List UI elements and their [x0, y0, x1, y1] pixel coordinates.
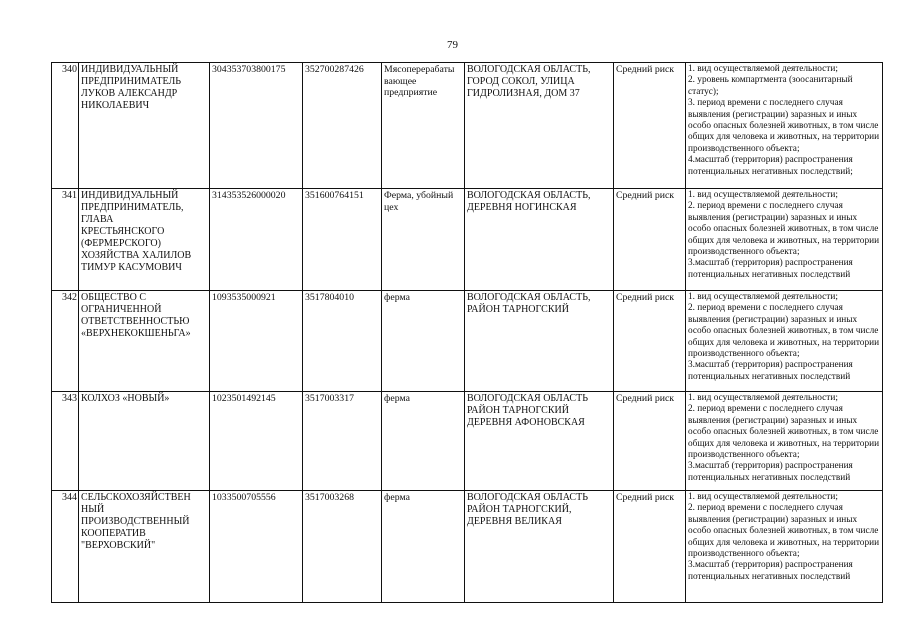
organization-name [79, 63, 210, 189]
inn-cell: 3517003268 [303, 491, 382, 603]
organization-name-line: КРЕСТЬЯНСКОГО [81, 226, 165, 237]
criteria-item: 3. период времени с последнего случая выявления (регистрации) заразных и иных особо опасных болезней животных, в том числе общих для человека и животных, на территории производственного объекта; [688, 98, 880, 154]
risk-criteria-cell [686, 189, 883, 291]
table-row [52, 291, 883, 392]
risk-category-cell: Средний риск [614, 291, 686, 392]
activity-cell: Мясоперерабаты вающее предприятие [382, 63, 465, 189]
criteria-item: 1. вид осуществляемой деятельности; [688, 492, 838, 502]
organization-name-line: ОТВЕТСТВЕННОСТЬЮ [81, 316, 190, 327]
criteria-item: 3.масштаб (территория) распространения потенциальных негативных последствий [688, 258, 853, 280]
ogrn-cell: 304353703800175 [210, 63, 303, 189]
table-row [52, 63, 883, 189]
activity-cell: ферма [382, 291, 465, 392]
row-number: 341 [52, 189, 79, 291]
inn-cell: 351600764151 [303, 189, 382, 291]
risk-category-cell: Средний риск [614, 491, 686, 603]
criteria-item: 2. период времени с последнего случая выявления (регистрации) заразных и иных особо опасных болезней животных, в том числе общих для человека и животных, на территории производственного объекта; [688, 404, 880, 461]
ogrn-cell: 1023501492145 [210, 392, 303, 491]
risk-criteria-cell [686, 291, 883, 392]
organization-name-line: НЫЙ [81, 504, 105, 515]
address-cell: ВОЛОГОДСКАЯ ОБЛАСТЬ, ГОРОД СОКОЛ, УЛИЦА ГИДРОЛИЗНАЯ, ДОМ 37 [465, 63, 614, 189]
organization-name-line: ХОЗЯЙСТВА ХАЛИЛОВ [81, 250, 192, 261]
organization-name-line: ОГРАНИЧЕННОЙ [81, 304, 162, 315]
address-cell: ВОЛОГОДСКАЯ ОБЛАСТЬ, РАЙОН ТАРНОГСКИЙ [465, 291, 614, 392]
activity-cell: ферма [382, 491, 465, 603]
inn-cell: 352700287426 [303, 63, 382, 189]
criteria-item: 3.масштаб (территория) распространения потенциальных негативных последствий [688, 560, 853, 582]
row-number: 343 [52, 392, 79, 491]
page-number: 79 [447, 39, 458, 51]
risk-category-cell: Средний риск [614, 189, 686, 291]
criteria-item: 4.масштаб (территория) распространения потенциальных негативных последствий; [688, 155, 853, 177]
ogrn-cell: 1033500705556 [210, 491, 303, 603]
criteria-item: 3.масштаб (территория) распространения потенциальных негативных последствий [688, 461, 853, 483]
criteria-item: 1. вид осуществляемой деятельности; [688, 64, 838, 74]
organization-name [79, 491, 210, 603]
inn-cell: 3517003317 [303, 392, 382, 491]
criteria-item: 2. период времени с последнего случая выявления (регистрации) заразных и иных особо опасных болезней животных, в том числе общих для человека и животных, на территории производственного объекта; [688, 303, 880, 360]
organization-name-line: (ФЕРМЕРСКОГО) [81, 238, 161, 249]
organization-name-line: ОБЩЕСТВО С [81, 292, 146, 303]
table-row [52, 392, 883, 491]
table-row [52, 189, 883, 291]
activity-cell: Ферма, убойный цех [382, 189, 465, 291]
activity-cell: ферма [382, 392, 465, 491]
organization-name [79, 189, 210, 291]
risk-criteria-cell [686, 392, 883, 491]
organization-name-line: ПРЕДПРИНИМАТЕЛЬ, [81, 202, 184, 213]
address-cell: ВОЛОГОДСКАЯ ОБЛАСТЬ, ДЕРЕВНЯ НОГИНСКАЯ [465, 189, 614, 291]
organization-name-line: ПРЕДПРИНИМАТЕЛЬ [81, 76, 182, 87]
ogrn-cell: 1093535000921 [210, 291, 303, 392]
address-cell: ВОЛОГОДСКАЯ ОБЛАСТЬ РАЙОН ТАРНОГСКИЙ, ДЕРЕВНЯ ВЕЛИКАЯ [465, 491, 614, 603]
criteria-item: 2. период времени с последнего случая выявления (регистрации) заразных и иных особо опасных болезней животных, в том числе общих для человека и животных, на территории производственного объекта; [688, 201, 880, 258]
criteria-item: 1. вид осуществляемой деятельности; [688, 292, 838, 302]
ogrn-cell: 314353526000020 [210, 189, 303, 291]
registry-table [51, 62, 883, 603]
row-number: 344 [52, 491, 79, 603]
organization-name-line: "ВЕРХОВСКИЙ" [81, 540, 156, 551]
organization-name-line: ИНДИВИДУАЛЬНЫЙ [81, 190, 179, 201]
organization-name [79, 392, 210, 491]
organization-name-line: ПРОИЗВОДСТВЕННЫЙ [81, 516, 190, 527]
criteria-item: 2. уровень компартмента (зоосанитарный статус); [688, 75, 853, 97]
organization-name [79, 291, 210, 392]
criteria-item: 1. вид осуществляемой деятельности; [688, 393, 838, 403]
criteria-item: 2. период времени с последнего случая выявления (регистрации) заразных и иных особо опасных болезней животных, в том числе общих для человека и животных, на территории производственного объекта; [688, 503, 880, 560]
risk-criteria-cell [686, 491, 883, 603]
risk-category-cell: Средний риск [614, 392, 686, 491]
organization-name-line: НИКОЛАЕВИЧ [81, 100, 150, 111]
organization-name-line: КОЛХОЗ «НОВЫЙ» [81, 393, 170, 404]
inn-cell: 3517804010 [303, 291, 382, 392]
row-number: 340 [52, 63, 79, 189]
row-number: 342 [52, 291, 79, 392]
organization-name-line: СЕЛЬСКОХОЗЯЙСТВЕН [81, 492, 191, 503]
address-cell: ВОЛОГОДСКАЯ ОБЛАСТЬ РАЙОН ТАРНОГСКИЙ ДЕРЕВНЯ АФОНОВСКАЯ [465, 392, 614, 491]
table-row [52, 491, 883, 603]
organization-name-line: ЛУКОВ АЛЕКСАНДР [81, 88, 178, 99]
organization-name-line: ТИМУР КАСУМОВИЧ [81, 262, 182, 273]
organization-name-line: «ВЕРХНЕКОКШЕНЬГА» [81, 328, 191, 339]
criteria-item: 1. вид осуществляемой деятельности; [688, 190, 838, 200]
organization-name-line: ИНДИВИДУАЛЬНЫЙ [81, 64, 179, 75]
organization-name-line: ГЛАВА [81, 214, 114, 225]
risk-category-cell: Средний риск [614, 63, 686, 189]
criteria-item: 3.масштаб (территория) распространения потенциальных негативных последствий [688, 360, 853, 382]
organization-name-line: КООПЕРАТИВ [81, 528, 146, 539]
risk-criteria-cell [686, 63, 883, 189]
